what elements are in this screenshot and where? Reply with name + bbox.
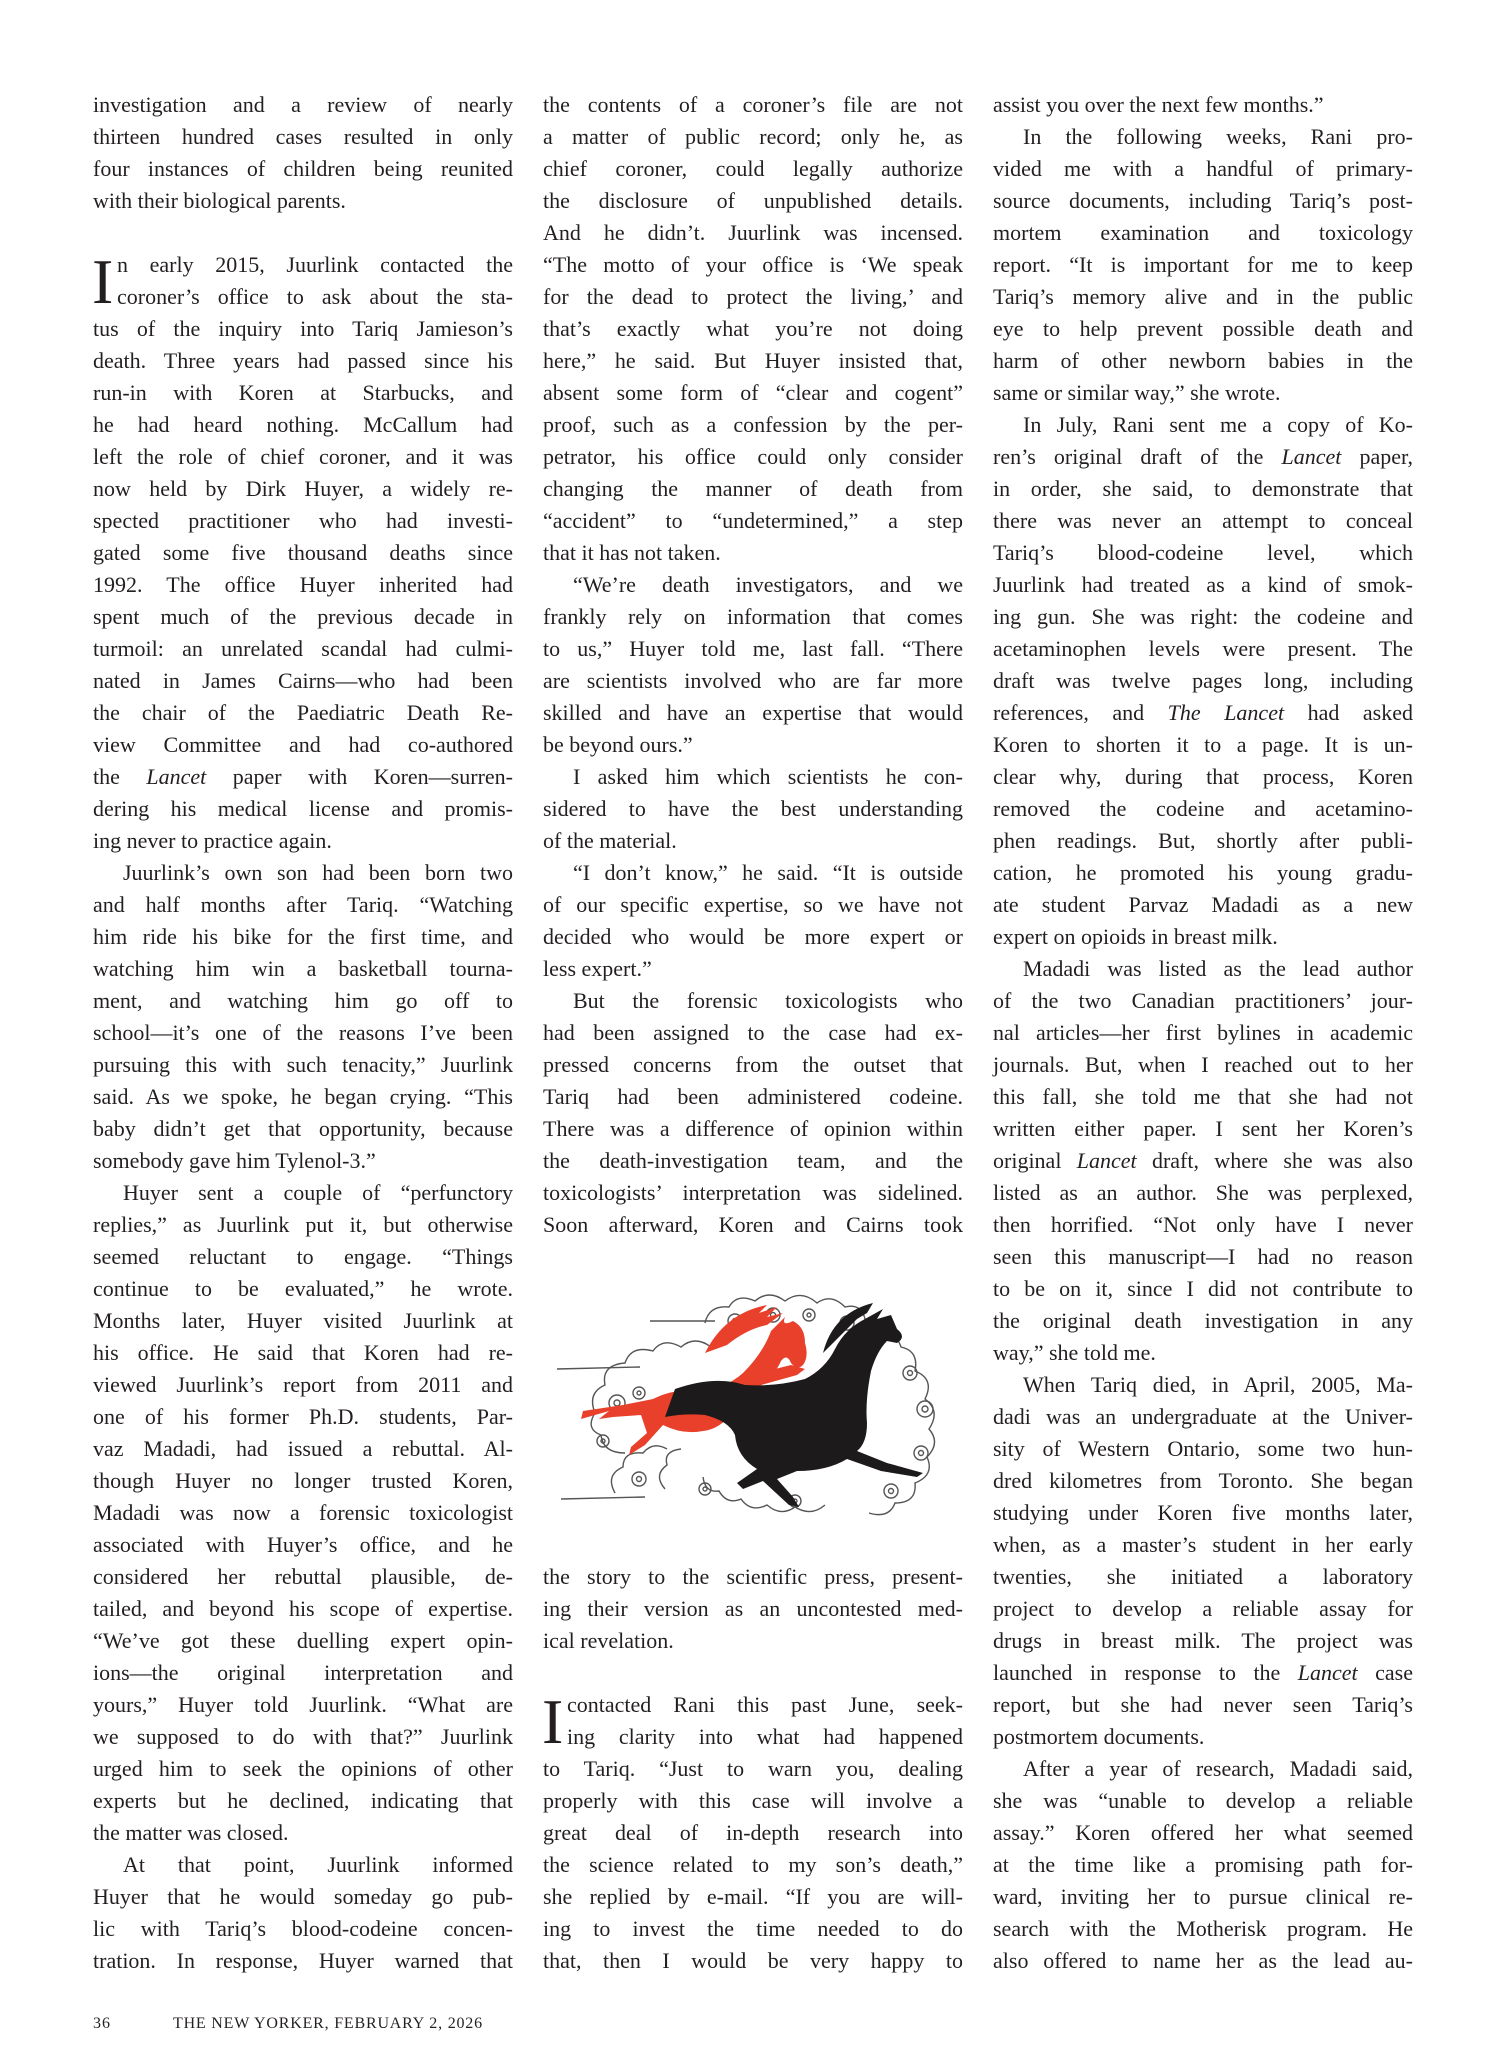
text-line: continue to be evaluated,” he wrote. <box>93 1276 513 1301</box>
text-line: Huyer sent a couple of “perfunctory <box>123 1180 513 1205</box>
page-footer <box>93 2010 513 2038</box>
paragraph <box>993 121 1413 409</box>
text-line: the death-investigation team, and the <box>543 1148 963 1173</box>
text-line: n early 2015, Juurlink contacted the <box>117 252 513 277</box>
text-line: petrator, his office could only consider <box>543 444 963 469</box>
text-line: ment, and watching him go off to <box>93 988 513 1013</box>
text-line: dering his medical license and promis- <box>93 796 513 821</box>
text-line: ions—the original interpretation and <box>93 1660 513 1685</box>
text-line: to Tariq. “Just to warn you, dealing <box>543 1756 963 1781</box>
text-line: four instances of children being reunited <box>93 156 513 181</box>
text-line: spected practitioner who had investi- <box>93 508 513 533</box>
text-line: investigation and a review of nearly <box>93 92 513 117</box>
text-line: somebody gave him Tylenol-3.” <box>93 1148 376 1173</box>
text-line: Soon afterward, Koren and Cairns took <box>543 1212 963 1237</box>
text-line: twenties, she initiated a laboratory <box>993 1564 1413 1589</box>
text-line <box>93 761 513 793</box>
paragraph <box>543 761 963 857</box>
text-segment: the <box>93 764 147 789</box>
paragraph <box>993 1753 1413 1977</box>
text-line: drugs in breast milk. The project was <box>993 1628 1413 1653</box>
text-line: ing clarity into what had happened <box>567 1724 963 1749</box>
text-line: “The motto of your office is ‘We speak <box>543 252 963 277</box>
paragraph <box>93 1177 513 1849</box>
article-column-2 <box>543 89 963 1977</box>
text-line: “accident” to “undetermined,” a step <box>543 508 963 533</box>
text-line <box>993 1145 1413 1177</box>
text-line: absent some form of “clear and cogent” <box>543 380 963 405</box>
drop-cap: I <box>542 1686 564 1757</box>
text-line: skilled and have an expertise that would <box>543 700 963 725</box>
section-break <box>543 1657 963 1689</box>
text-line: one of his former Ph.D. students, Par- <box>93 1404 513 1429</box>
text-line: expert on opioids in breast milk. <box>993 924 1278 949</box>
text-line: dred kilometres from Toronto. She began <box>993 1468 1413 1493</box>
text-line: great deal of in-depth research into <box>543 1820 963 1845</box>
italic-title: The Lancet <box>1167 700 1285 725</box>
text-segment: launched in response to the <box>993 1660 1298 1685</box>
paragraph <box>92 246 513 857</box>
text-line: There was a difference of opinion within <box>543 1116 963 1141</box>
text-line: decided who would be more expert or <box>543 924 963 949</box>
text-line: project to develop a reliable assay for <box>993 1596 1413 1621</box>
text-line: studying under Koren five months later, <box>993 1500 1413 1525</box>
text-line: In July, Rani sent me a copy of Ko- <box>1023 412 1413 437</box>
text-line: the story to the scientific press, present- <box>543 1564 963 1589</box>
text-line: Huyer that he would someday go pub- <box>93 1884 513 1909</box>
text-line: mortem examination and toxicology <box>993 220 1413 245</box>
paragraph <box>93 89 513 217</box>
text-line: spent much of the previous decade in <box>93 604 513 629</box>
text-line: sidered to have the best understanding <box>543 796 963 821</box>
text-line: tus of the inquiry into Tariq Jamieson’s <box>93 316 513 341</box>
text-line: in order, she said, to demonstrate that <box>993 476 1413 501</box>
text-line: same or similar way,” she wrote. <box>993 380 1281 405</box>
paragraph <box>543 985 963 1241</box>
text-line: watching him win a basketball tourna- <box>93 956 513 981</box>
text-line: “We’ve got these duelling expert opin- <box>93 1628 513 1653</box>
paragraph <box>93 857 513 1177</box>
paragraph <box>543 1561 963 1657</box>
text-line: tailed, and beyond his scope of expertise. <box>93 1596 513 1621</box>
text-line: had been assigned to the case had ex- <box>543 1020 963 1045</box>
text-line: she was “unable to develop a reliable <box>993 1788 1413 1813</box>
text-line: to be on it, since I did not contribute to <box>993 1276 1413 1301</box>
text-line: school—it’s one of the reasons I’ve been <box>93 1020 513 1045</box>
text-line: toxicologists’ interpretation was sidelined. <box>543 1180 963 1205</box>
text-line: said. As we spoke, he began crying. “This <box>93 1084 513 1109</box>
text-line: to us,” Huyer told me, last fall. “There <box>543 636 963 661</box>
text-line: removed the codeine and acetamino- <box>993 796 1413 821</box>
text-line: nal articles—her first bylines in academic <box>993 1020 1413 1045</box>
text-line: chief coroner, could legally authorize <box>543 156 963 181</box>
paragraph <box>543 569 963 761</box>
text-line: At that point, Juurlink informed <box>123 1852 513 1877</box>
text-line: Months later, Huyer visited Juurlink at <box>93 1308 513 1333</box>
text-line: search with the Motherisk program. He <box>993 1916 1413 1941</box>
text-line: the contents of a coroner’s file are not <box>543 92 963 117</box>
text-line: harm of other newborn babies in the <box>993 348 1413 373</box>
text-line: run-in with Koren at Starbucks, and <box>93 380 513 405</box>
text-line: “We’re death investigators, and we <box>573 572 963 597</box>
text-line: thirteen hundred cases resulted in only <box>93 124 513 149</box>
text-line: experts but he declined, indicating that <box>93 1788 513 1813</box>
text-line: the chair of the Paediatric Death Re- <box>93 700 513 725</box>
text-line: assay.” Koren offered her what seemed <box>993 1820 1413 1845</box>
text-segment: original <box>993 1148 1077 1173</box>
text-line: Tariq’s memory alive and in the public <box>993 284 1413 309</box>
text-line: Tariq had been administered codeine. <box>543 1084 963 1109</box>
text-segment: draft, where she was also <box>1136 1148 1413 1173</box>
text-line: he had heard nothing. McCallum had <box>93 412 513 437</box>
text-line: she replied by e-mail. “If you are will- <box>543 1884 963 1909</box>
text-line: way,” she told me. <box>993 1340 1156 1365</box>
text-line: changing the manner of death from <box>543 476 963 501</box>
text-line: sity of Western Ontario, some two hun- <box>993 1436 1413 1461</box>
text-line: properly with this case will involve a <box>543 1788 963 1813</box>
italic-title: Lancet <box>146 764 207 789</box>
text-line: yours,” Huyer told Juurlink. “What are <box>93 1692 513 1717</box>
text-line: listed as an author. She was perplexed, <box>993 1180 1413 1205</box>
article-column-3 <box>993 89 1413 1977</box>
text-line: be beyond ours.” <box>543 732 693 757</box>
text-line: Juurlink’s own son had been born two <box>123 860 513 885</box>
text-line: associated with Huyer’s office, and he <box>93 1532 513 1557</box>
text-line: and half months after Tariq. “Watching <box>93 892 513 917</box>
text-line <box>993 441 1413 473</box>
text-line: that it has not taken. <box>543 540 721 565</box>
text-line: gated some five thousand deaths since <box>93 540 513 565</box>
text-line: clear why, during that process, Koren <box>993 764 1413 789</box>
text-line: tration. In response, Huyer warned that <box>93 1948 513 1973</box>
paragraph <box>993 953 1413 1369</box>
text-line: When Tariq died, in April, 2005, Ma- <box>1023 1372 1413 1397</box>
text-line: baby didn’t get that opportunity, because <box>93 1116 513 1141</box>
text-segment: case <box>1357 1660 1413 1685</box>
horses-in-clouds-illustration <box>555 1293 955 1519</box>
text-line: ing to invest the time needed to do <box>543 1916 963 1941</box>
text-line: him ride his bike for the first time, and <box>93 924 513 949</box>
text-line: source documents, including Tariq’s post- <box>993 188 1413 213</box>
text-segment: references, and <box>993 700 1168 725</box>
text-line: the original death investigation in any <box>993 1308 1413 1333</box>
text-line: ical revelation. <box>543 1628 674 1653</box>
paragraph <box>93 1849 513 1977</box>
paragraph <box>542 1686 963 1977</box>
text-line: though Huyer no longer trusted Koren, <box>93 1468 513 1493</box>
text-line: Koren to shorten it to a page. It is un- <box>993 732 1413 757</box>
text-line: with their biological parents. <box>93 188 346 213</box>
text-line: seemed reluctant to engage. “Things <box>93 1244 513 1269</box>
drop-cap: I <box>92 246 114 317</box>
text-line: are scientists involved who are far more <box>543 668 963 693</box>
text-line: ing never to practice again. <box>93 828 332 853</box>
text-line: at the time like a promising path for- <box>993 1852 1413 1877</box>
text-line: his office. He said that Koren had re- <box>93 1340 513 1365</box>
text-line: replies,” as Juurlink put it, but otherwise <box>93 1212 513 1237</box>
text-line: view Committee and had co-authored <box>93 732 513 757</box>
text-line: lic with Tariq’s blood-codeine concen- <box>93 1916 513 1941</box>
text-line: the disclosure of unpublished details. <box>543 188 963 213</box>
paragraph <box>993 89 1413 121</box>
text-line: pressed concerns from the outset that <box>543 1052 963 1077</box>
text-line: contacted Rani this past June, seek- <box>567 1692 963 1717</box>
section-break <box>93 217 513 249</box>
text-line: acetaminophen levels were present. The <box>993 636 1413 661</box>
text-line: But the forensic toxicologists who <box>573 988 963 1013</box>
text-line: ward, inviting her to pursue clinical re- <box>993 1884 1413 1909</box>
text-line: considered her rebuttal plausible, de- <box>93 1564 513 1589</box>
text-line: left the role of chief coroner, and it was <box>93 444 513 469</box>
text-line: there was never an attempt to conceal <box>993 508 1413 533</box>
text-line: cation, he promoted his young gradu- <box>993 860 1413 885</box>
text-line: After a year of research, Madadi said, <box>1023 1756 1413 1781</box>
text-line: vaz Madadi, had issued a rebuttal. Al- <box>93 1436 513 1461</box>
text-line: “I don’t know,” he said. “It is outside <box>573 860 963 885</box>
italic-title: Lancet <box>1281 444 1342 469</box>
text-line: we supposed to do with that?” Juurlink <box>93 1724 513 1749</box>
text-line: death. Three years had passed since his <box>93 348 513 373</box>
text-line: the science related to my son’s death,” <box>543 1852 963 1877</box>
publication-folio: THE NEW YORKER, FEBRUARY 2, 2026 <box>173 2015 483 2032</box>
text-line: journals. But, when I reached out to her <box>993 1052 1413 1077</box>
text-line: eye to help prevent possible death and <box>993 316 1413 341</box>
text-line: pursuing this with such tenacity,” Juurlink <box>93 1052 513 1077</box>
text-line: ate student Parvaz Madadi as a new <box>993 892 1413 917</box>
text-line: 1992. The office Huyer inherited had <box>93 572 513 597</box>
text-line: then horrified. “Not only have I never <box>993 1212 1413 1237</box>
article-column-1 <box>93 89 513 1977</box>
text-segment: ren’s original draft of the <box>993 444 1282 469</box>
text-line: less expert.” <box>543 956 652 981</box>
text-line: Madadi was now a forensic toxicologist <box>93 1500 513 1525</box>
page-number: 36 <box>93 2015 111 2032</box>
text-line: report. “It is important for me to keep <box>993 252 1413 277</box>
text-line: when, as a master’s student in her early <box>993 1532 1413 1557</box>
paragraph <box>543 89 963 569</box>
text-segment: paper with Koren—surren- <box>206 764 513 789</box>
text-line: seen this manuscript—I had no reason <box>993 1244 1413 1269</box>
text-line: urged him to seek the opinions of other <box>93 1756 513 1781</box>
text-line: for the dead to protect the living,’ and <box>543 284 963 309</box>
text-segment: had asked <box>1284 700 1413 725</box>
text-line: now held by Dirk Huyer, a widely re- <box>93 476 513 501</box>
text-line: Madadi was listed as the lead author <box>1023 956 1413 981</box>
text-line: ing gun. She was right: the codeine and <box>993 604 1413 629</box>
text-line: In the following weeks, Rani pro- <box>1023 124 1413 149</box>
text-line: proof, such as a confession by the per- <box>543 412 963 437</box>
text-line: phen readings. But, shortly after publi- <box>993 828 1413 853</box>
text-line: I asked him which scientists he con- <box>573 764 963 789</box>
paragraph <box>543 857 963 985</box>
text-line: here,” he said. But Huyer insisted that, <box>543 348 963 373</box>
text-line <box>993 697 1413 729</box>
italic-title: Lancet <box>1076 1148 1137 1173</box>
illustration <box>543 1241 963 1561</box>
text-line: frankly rely on information that comes <box>543 604 963 629</box>
paragraph <box>993 1369 1413 1753</box>
text-line: the matter was closed. <box>93 1820 289 1845</box>
text-line: written either paper. I sent her Koren’s <box>993 1116 1413 1141</box>
text-line: this fall, she told me that she had not <box>993 1084 1413 1109</box>
italic-title: Lancet <box>1297 1660 1358 1685</box>
text-line: also offered to name her as the lead au- <box>993 1948 1413 1973</box>
text-line <box>993 1657 1413 1689</box>
text-line: postmortem documents. <box>993 1724 1205 1749</box>
text-line: ing their version as an uncontested med- <box>543 1596 963 1621</box>
text-segment: paper, <box>1341 444 1413 469</box>
text-line: Juurlink had treated as a kind of smok- <box>993 572 1413 597</box>
text-line: vided me with a handful of primary- <box>993 156 1413 181</box>
text-line: nated in James Cairns—who had been <box>93 668 513 693</box>
text-line: of the material. <box>543 828 677 853</box>
text-line: that, then I would be very happy to <box>543 1948 963 1973</box>
paragraph <box>993 409 1413 953</box>
text-line: coroner’s office to ask about the sta- <box>117 284 513 309</box>
text-line: Tariq’s blood-codeine level, which <box>993 540 1413 565</box>
text-line: a matter of public record; only he, as <box>543 124 963 149</box>
text-line: dadi was an undergraduate at the Univer- <box>993 1404 1413 1429</box>
text-line: draft was twelve pages long, including <box>993 668 1413 693</box>
text-line: And he didn’t. Juurlink was incensed. <box>543 220 963 245</box>
text-line: turmoil: an unrelated scandal had culmi- <box>93 636 513 661</box>
text-line: of the two Canadian practitioners’ jour- <box>993 988 1413 1013</box>
text-line: of our specific expertise, so we have not <box>543 892 963 917</box>
text-line: assist you over the next few months.” <box>993 92 1324 117</box>
text-line: viewed Juurlink’s report from 2011 and <box>93 1372 513 1397</box>
text-line: that’s exactly what you’re not doing <box>543 316 963 341</box>
text-line: report, but she had never seen Tariq’s <box>993 1692 1413 1717</box>
